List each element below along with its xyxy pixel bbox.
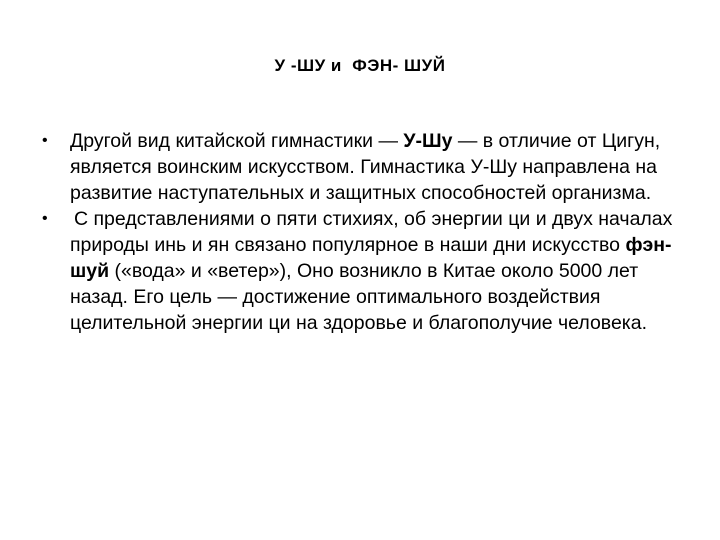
bullet-marker: • bbox=[42, 132, 48, 149]
bullet-text-part: («вода» и «ветер»), Оно возникло в Китае около 5000 лет назад. Его цель — достижение оптимального воздействия целительной энергии ци на здоровье и благополучие человека. bbox=[70, 260, 648, 334]
bullet-text bbox=[70, 206, 690, 336]
bold-term: фэн-шуй bbox=[70, 234, 672, 282]
bullet-item bbox=[40, 206, 690, 336]
bold-term: У-Шу bbox=[403, 130, 453, 152]
bullet-list bbox=[40, 128, 690, 336]
bullet-text-part: Другой вид китайской гимнастики — bbox=[70, 130, 404, 152]
bullet-text-part: С представлениями о пяти стихиях, об энергии ци и двух началах природы инь и ян связано популярное в наши дни искусство bbox=[70, 208, 673, 256]
bullet-item bbox=[40, 128, 690, 206]
bullet-marker: • bbox=[42, 210, 48, 227]
slide-title: У -ШУ и ФЭН- ШУЙ bbox=[274, 56, 446, 75]
bullet-text-part: — в отличие от Цигун, является воинским искусством. Гимнастика У-Шу направлена на развитие наступательных и защитных способностей организма. bbox=[70, 130, 661, 204]
bullet-text bbox=[70, 128, 690, 206]
